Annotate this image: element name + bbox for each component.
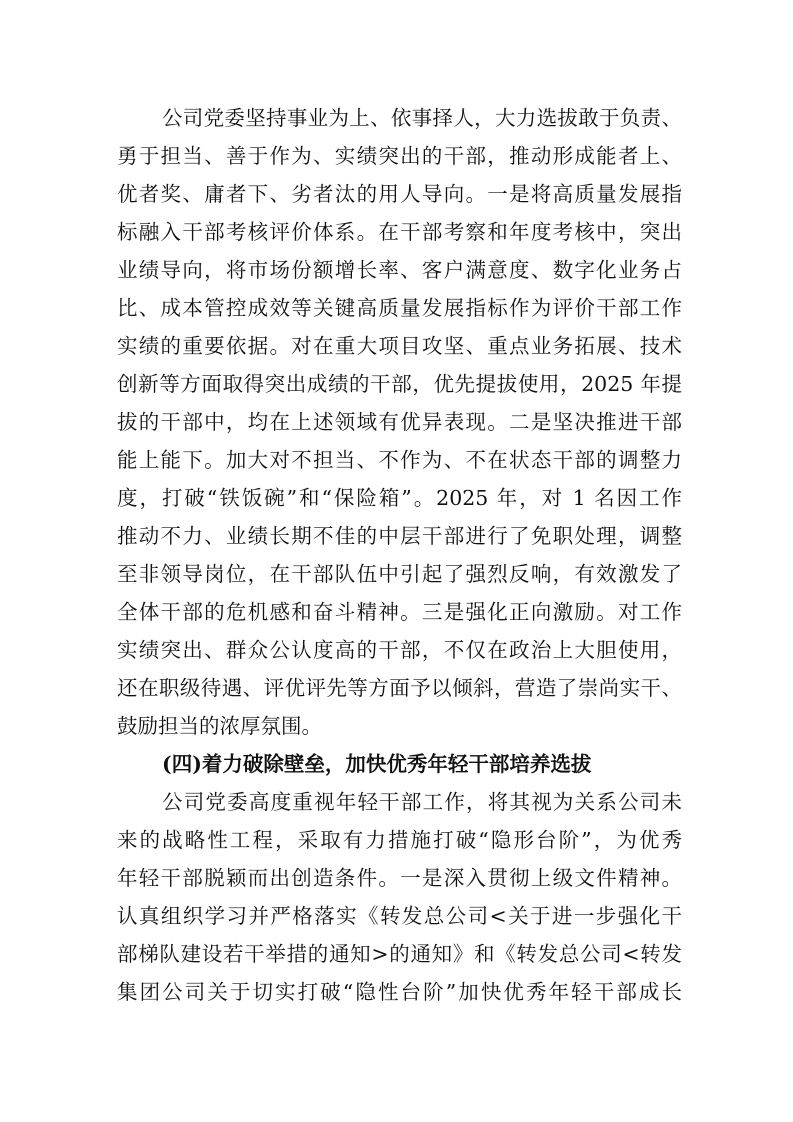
paragraph-2-line-1: 公司党委高度重视年轻干部工作，将其视为关系公司未 bbox=[162, 790, 682, 814]
paragraph-1-line-4: 标融入干部考核评价体系。在干部考察和年度考核中，突出 bbox=[117, 220, 682, 244]
paragraph-1-line-15: 实绩突出、群众公认度高的干部，不仅在政治上大胆使用， bbox=[117, 638, 682, 662]
paragraph-1-line-5: 业绩导向，将市场份额增长率、客户满意度、数字化业务占 bbox=[117, 258, 682, 282]
paragraph-1-line-10: 能上能下。加大对不担当、不作为、不在状态干部的调整力 bbox=[117, 448, 682, 472]
paragraph-1-line-13: 至非领导岗位，在干部队伍中引起了强烈反响，有效激发了 bbox=[117, 562, 682, 586]
paragraph-1-line-9: 拔的干部中，均在上述领域有优异表现。二是坚决推进干部 bbox=[117, 410, 682, 434]
paragraph-2-line-6: 集团公司关于切实打破“隐性台阶”加快优秀年轻干部成长 bbox=[117, 980, 682, 1004]
paragraph-1-line-14: 全体干部的危机感和奋斗精神。三是强化正向激励。对工作 bbox=[117, 600, 682, 624]
paragraph-1-line-11: 度，打破“铁饭碗”和“保险箱”。2025 年，对 1 名因工作 bbox=[117, 486, 682, 510]
paragraph-1-line-1: 公司党委坚持事业为上、依事择人，大力选拔敢于负责、 bbox=[162, 106, 682, 130]
paragraph-1-line-2: 勇于担当、善于作为、实绩突出的干部，推动形成能者上、 bbox=[117, 144, 682, 168]
paragraph-1-line-16: 还在职级待遇、评优评先等方面予以倾斜，营造了崇尚实干、 bbox=[117, 676, 682, 700]
paragraph-1-line-6: 比、成本管控成效等关键高质量发展指标作为评价干部工作 bbox=[117, 296, 682, 320]
paragraph-1-line-7: 实绩的重要依据。对在重大项目攻坚、重点业务拓展、技术 bbox=[117, 334, 682, 358]
paragraph-1-line-12: 推动不力、业绩长期不佳的中层干部进行了免职处理，调整 bbox=[117, 524, 682, 548]
paragraph-2-line-5: 部梯队建设若干举措的通知>的通知》和《转发总公司<转发 bbox=[117, 942, 682, 966]
section-heading-4: (四)着力破除壁垒，加快优秀年轻干部培养选拔 bbox=[162, 752, 592, 776]
paragraph-2-line-2: 来的战略性工程，采取有力措施打破“隐形台阶”，为优秀 bbox=[117, 828, 682, 852]
paragraph-2-line-3: 年轻干部脱颖而出创造条件。一是深入贯彻上级文件精神。 bbox=[117, 866, 682, 890]
paragraph-2-line-4: 认真组织学习并严格落实《转发总公司<关于进一步强化干 bbox=[117, 904, 682, 928]
paragraph-1-line-17: 鼓励担当的浓厚氛围。 bbox=[117, 714, 322, 738]
paragraph-1-line-3: 优者奖、庸者下、劣者汰的用人导向。一是将高质量发展指 bbox=[117, 182, 682, 206]
paragraph-1-line-8: 创新等方面取得突出成绩的干部，优先提拔使用，2025 年提 bbox=[117, 372, 682, 396]
